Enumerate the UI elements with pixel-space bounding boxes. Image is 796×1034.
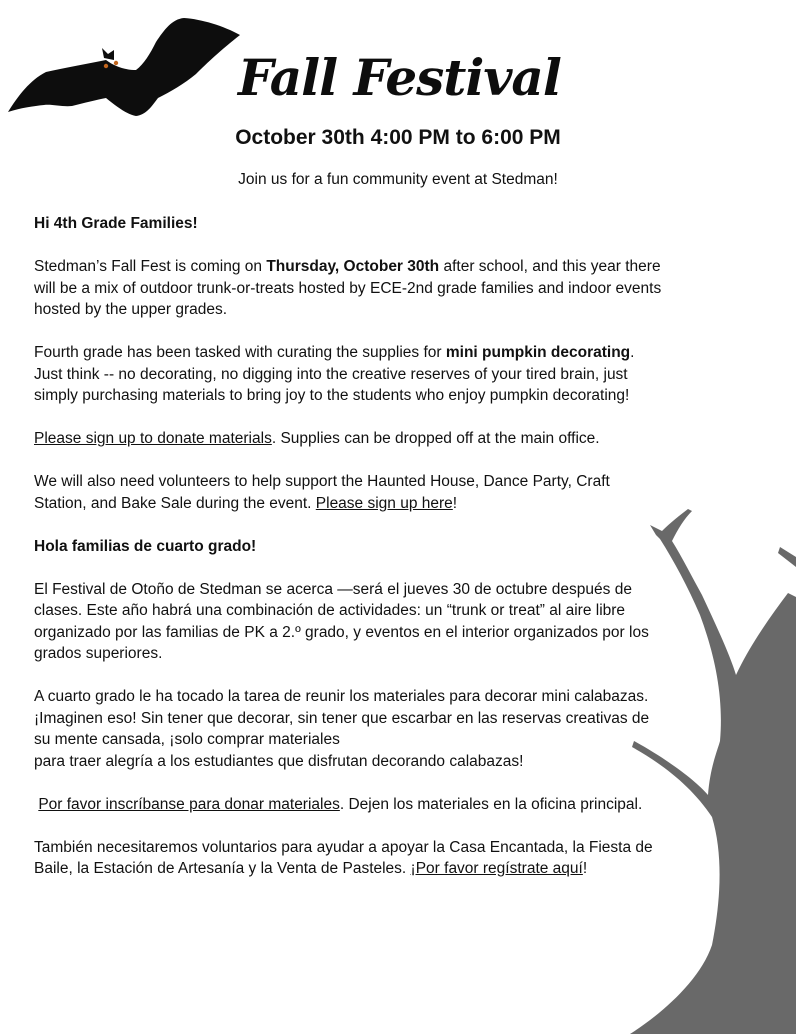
page-title: Fall Festival [238,48,561,107]
letter-body [34,213,664,901]
english-paragraph-supplies: Fourth grade has been tasked with curating the supplies for mini pumpkin decorating. Just think -- no decorating, no digging into the creative reserves of your tired brain, just simply purchasing materials to bring joy to the students who enjoy pumpkin decorating! [34,344,635,404]
donate-materials-link[interactable]: Please sign up to donate materials [34,430,272,447]
spanish-volunteer-signup-link[interactable]: ¡Por favor regístrate aquí [410,860,583,877]
volunteer-signup-link[interactable]: Please sign up here [315,494,453,512]
spanish-paragraph-donate: Por favor inscríbanse para donar materiales. Dejen los materiales en la oficina principal. [38,795,643,813]
english-paragraph-donate: Please sign up to donate materials. Supplies can be dropped off at the main office. [34,430,600,447]
bat-icon [6,14,242,126]
spanish-donate-materials-link[interactable]: Por favor inscríbanse para donar materiales [38,795,340,813]
english-greeting: Hi 4th Grade Families! [34,215,198,232]
english-paragraph-volunteer: We will also need volunteers to help support the Haunted House, Dance Party, Craft Station, and Bake Sale during the event. Please sign up here! [34,473,610,512]
event-subtitle: Join us for a fun community event at Stedman! [238,171,558,188]
spanish-paragraph-volunteer: También necesitaremos voluntarios para ayudar a apoyar la Casa Encantada, la Fiesta de Baile, la Estación de Artesanía y la Venta de Pasteles. ¡Por favor regístrate aquí! [34,838,653,877]
spanish-greeting: Hola familias de cuarto grado! [34,537,257,555]
spanish-paragraph-supplies: A cuarto grado le ha tocado la tarea de reunir los materiales para decorar mini calabazas. ¡Imaginen eso! Sin tener que decorar, sin tener que escarbar en las reservas creativas de su mente cansada, ¡solo comprar materiales para traer alegría a los estudiantes que disfrutan decorando calabazas! [34,688,650,770]
english-paragraph-fest: Stedman’s Fall Fest is coming on Thursday, October 30th after school, and this year there will be a mix of outdoor trunk-or-treats hosted by ECE-2nd grade families and indoor events hosted by the upper grades. [34,258,662,318]
event-date-time: October 30th 4:00 PM to 6:00 PM [235,126,561,149]
spanish-paragraph-fest: El Festival de Otoño de Stedman se acerca —será el jueves 30 de octubre después de clases. Este año habrá una combinación de actividades: un “trunk or treat” al aire libre organizado por las familias de PK a 2.º grado, y eventos en el interior organizados por los grados superiores. [34,580,649,662]
